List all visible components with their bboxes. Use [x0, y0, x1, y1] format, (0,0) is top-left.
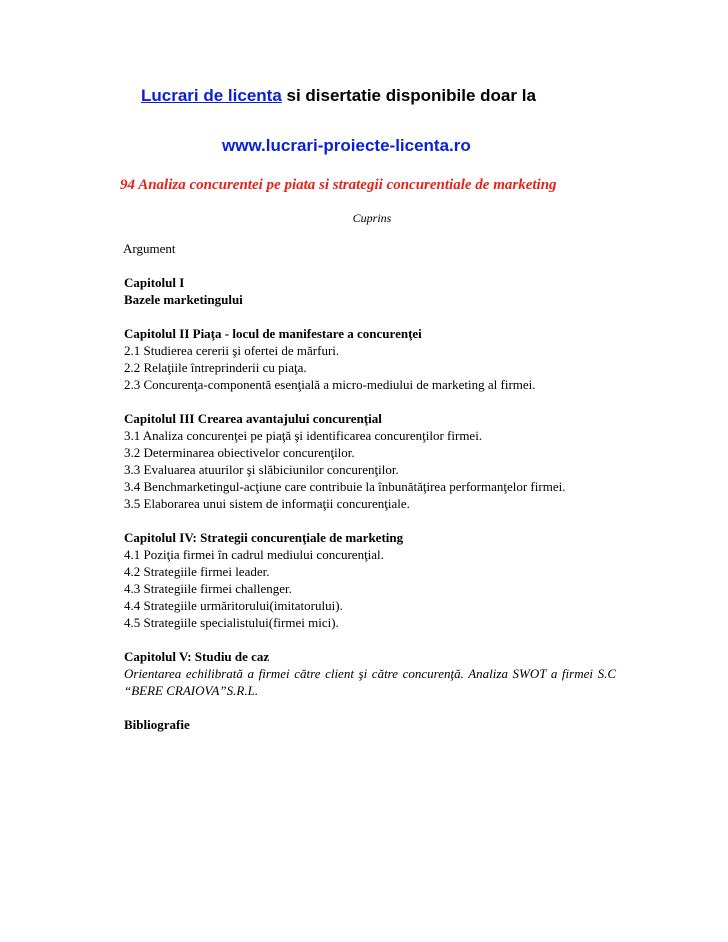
licenta-link[interactable]: Lucrari de licenta [141, 86, 282, 105]
toc-argument: Argument [123, 241, 176, 256]
toc-item: 2.3 Concurenţa-componentă esenţială a micro-mediului de marketing al firmei. [124, 377, 536, 392]
bibliography: Bibliografie [124, 717, 190, 732]
toc-item: 3.5 Elaborarea unui sistem de informaţii concurenţiale. [124, 496, 410, 511]
toc-item: 3.1 Analiza concurenţei pe piaţă şi identificarea concurenţilor firmei. [124, 428, 483, 443]
website-link[interactable]: www.lucrari-proiecte-licenta.ro [222, 136, 471, 155]
chapter-title: Capitolul III Crearea avantajului concurenţial [124, 411, 382, 426]
toc-item: 3.2 Determinarea obiectivelor concurenţilor. [124, 445, 355, 460]
case-study-text: Orientarea echilibrată a firmei către client şi către concurenţă. Analiza SWOT a firmei S.C “BERE CRAIOVA”S.R.L. [124, 666, 616, 698]
toc-item: 2.1 Studierea cererii şi ofertei de mărfuri. [124, 343, 340, 358]
toc-item: 4.4 Strategiile urmăritorului(imitatorului). [124, 598, 343, 613]
chapter-5 [124, 648, 624, 699]
toc-item: 4.1 Poziţia firmei în cadrul mediului concurenţial. [124, 547, 384, 562]
chapter-2 [124, 325, 624, 393]
chapter-title: Capitolul V: Studiu de caz [124, 649, 270, 664]
header-promo-text: si disertatie disponibile doar la [281, 86, 536, 105]
toc-item: 4.5 Strategiile specialistului(firmei mici). [124, 615, 339, 630]
toc-item: 4.2 Strategiile firmei leader. [124, 564, 270, 579]
toc-item: 4.3 Strategiile firmei challenger. [124, 581, 292, 596]
table-of-contents [124, 240, 624, 733]
toc-item: 3.3 Evaluarea atuurilor şi slăbiciunilor concurenţilor. [124, 462, 399, 477]
toc-item: 3.4 Benchmarketingul-acţiune care contribuie la înbunătăţirea performanţelor firmei. [124, 479, 566, 494]
header-promo-line [141, 86, 536, 106]
chapter-3 [124, 410, 624, 512]
chapter-4 [124, 529, 624, 631]
header-website-line [222, 136, 471, 156]
chapter-title: Capitolul II Piaţa - locul de manifestare a concurenţei [124, 326, 422, 341]
toc-heading: Cuprins [352, 211, 392, 225]
chapter-1 [124, 274, 624, 308]
document-title: 94 Analiza concurentei pe piata si strategii concurentiale de marketing [120, 177, 557, 193]
chapter-title: Capitolul IV: Strategii concurenţiale de marketing [124, 530, 404, 545]
chapter-subtitle: Bazele marketingului [124, 292, 243, 307]
chapter-title: Capitolul I [124, 275, 185, 290]
toc-item: 2.2 Relaţiile întreprinderii cu piaţa. [124, 360, 307, 375]
